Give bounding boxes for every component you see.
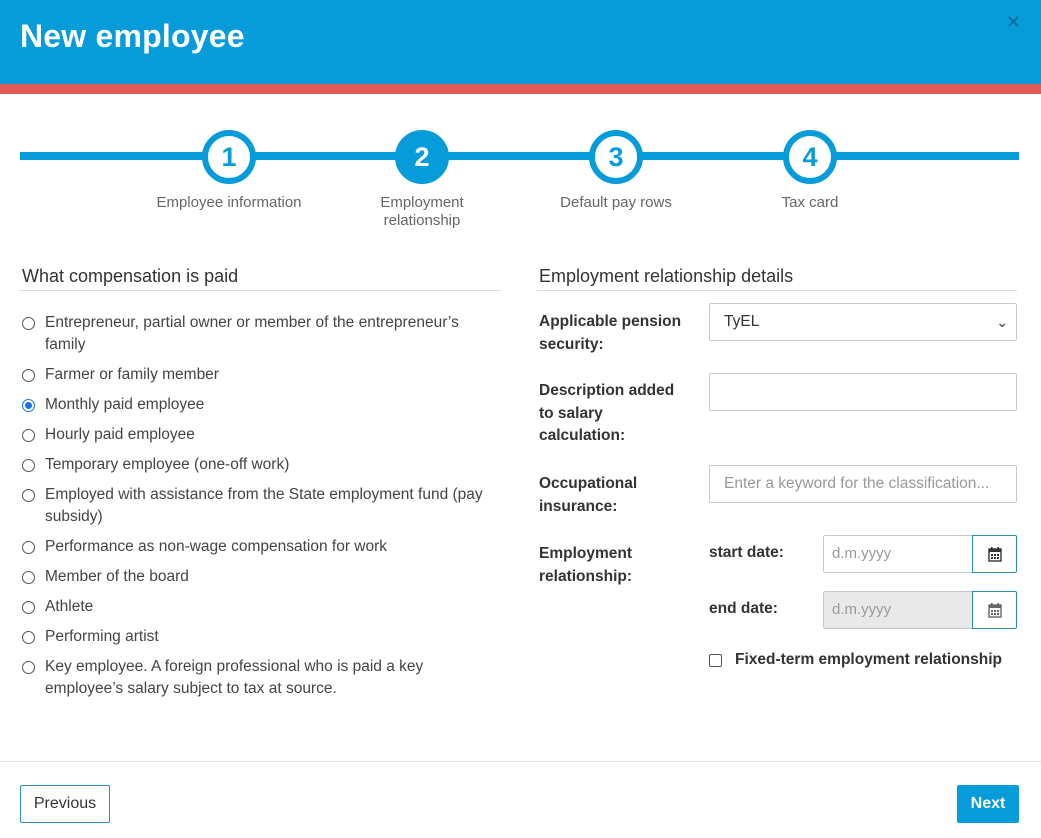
radio-button[interactable] (22, 489, 35, 502)
radio-option-key-employee[interactable] (22, 656, 502, 700)
dialog-header (0, 0, 1041, 84)
occupational-insurance-placeholder: Enter a keyword for the classification... (724, 475, 990, 492)
radio-label: Monthly paid employee (45, 396, 205, 413)
step-default-pay-rows[interactable] (516, 130, 716, 212)
chevron-down-icon: ⌄ (996, 314, 1008, 330)
radio-option-athlete[interactable] (22, 596, 502, 618)
radio-label: Performing artist (45, 628, 159, 645)
step-label: Default pay rows (560, 194, 672, 211)
radio-button[interactable] (22, 661, 35, 674)
calendar-icon (988, 547, 1002, 562)
pension-security-value: TyEL (724, 313, 760, 330)
radio-label: Athlete (45, 598, 94, 615)
radio-button[interactable] (22, 317, 35, 330)
end-date-label: end date: (709, 600, 778, 617)
step-label: Employee information (156, 194, 302, 211)
footer-divider (0, 761, 1041, 762)
radio-button[interactable] (22, 429, 35, 442)
radio-button-selected[interactable] (22, 399, 35, 412)
next-button[interactable]: Next (957, 785, 1019, 823)
radio-label: Performance as non-wage compensation for work (45, 538, 388, 555)
occupational-insurance-input[interactable] (709, 465, 1017, 503)
radio-option-entrepreneur[interactable] (22, 312, 502, 356)
header-accent-stripe (0, 84, 1041, 94)
calendar-icon (988, 603, 1002, 618)
step-number: 1 (202, 130, 256, 184)
pension-security-label: Applicable pension security: (539, 313, 682, 353)
radio-option-board-member[interactable] (22, 566, 502, 588)
pension-security-select[interactable] (709, 303, 1017, 341)
radio-button[interactable] (22, 631, 35, 644)
compensation-section-title: What compensation is paid (22, 266, 239, 286)
end-date-placeholder: d.m.yyyy (832, 601, 892, 618)
details-section-title: Employment relationship details (539, 266, 794, 286)
radio-label: Member of the board (45, 568, 189, 585)
radio-button[interactable] (22, 601, 35, 614)
description-label: Description added to salary calculation: (539, 382, 675, 444)
radio-button[interactable] (22, 571, 35, 584)
start-date-placeholder: d.m.yyyy (832, 545, 892, 562)
step-number: 2 (395, 130, 449, 184)
radio-option-hourly-paid[interactable] (22, 424, 502, 446)
radio-option-performing-artist[interactable] (22, 626, 502, 648)
radio-option-monthly-paid[interactable] (22, 394, 502, 416)
description-input[interactable] (709, 373, 1017, 411)
step-tax-card[interactable] (710, 130, 910, 212)
radio-button[interactable] (22, 369, 35, 382)
step-label: Employment relationship (380, 194, 464, 229)
radio-option-pay-subsidy[interactable] (22, 484, 502, 528)
radio-label: Farmer or family member (45, 366, 219, 383)
close-icon[interactable]: ✕ (1005, 12, 1021, 32)
step-employee-information[interactable] (129, 130, 329, 212)
radio-label: Hourly paid employee (45, 426, 195, 443)
fixed-term-checkbox-row[interactable] (709, 651, 1002, 669)
step-number: 3 (589, 130, 643, 184)
radio-option-temporary[interactable] (22, 454, 502, 476)
radio-label: Entrepreneur, partial owner or member of the entrepreneur’s family (45, 314, 459, 353)
radio-option-non-wage[interactable] (22, 536, 502, 558)
section-divider (537, 290, 1017, 291)
compensation-radio-group (22, 312, 502, 708)
employment-relationship-label: Employment relationship: (539, 545, 633, 585)
radio-option-farmer[interactable] (22, 364, 502, 386)
end-date-input (823, 591, 973, 629)
previous-button[interactable]: Previous (20, 785, 110, 823)
start-date-label: start date: (709, 544, 784, 561)
step-number: 4 (783, 130, 837, 184)
radio-label: Key employee. A foreign professional who is paid a key employee’s salary subject to tax at source. (45, 658, 424, 697)
section-divider (20, 290, 500, 291)
start-date-input[interactable] (823, 535, 973, 573)
start-date-calendar-button[interactable] (972, 535, 1017, 573)
radio-button[interactable] (22, 541, 35, 554)
dialog-title: New employee (20, 18, 245, 54)
fixed-term-label: Fixed-term employment relationship (735, 651, 1002, 668)
occupational-insurance-label: Occupational insurance: (539, 475, 638, 515)
step-label: Tax card (781, 194, 839, 211)
end-date-calendar-button[interactable] (972, 591, 1017, 629)
radio-label: Employed with assistance from the State employment fund (pay subsidy) (45, 486, 483, 525)
radio-label: Temporary employee (one-off work) (45, 456, 290, 473)
fixed-term-checkbox[interactable] (709, 654, 722, 667)
radio-button[interactable] (22, 459, 35, 472)
step-employment-relationship[interactable] (322, 130, 522, 230)
